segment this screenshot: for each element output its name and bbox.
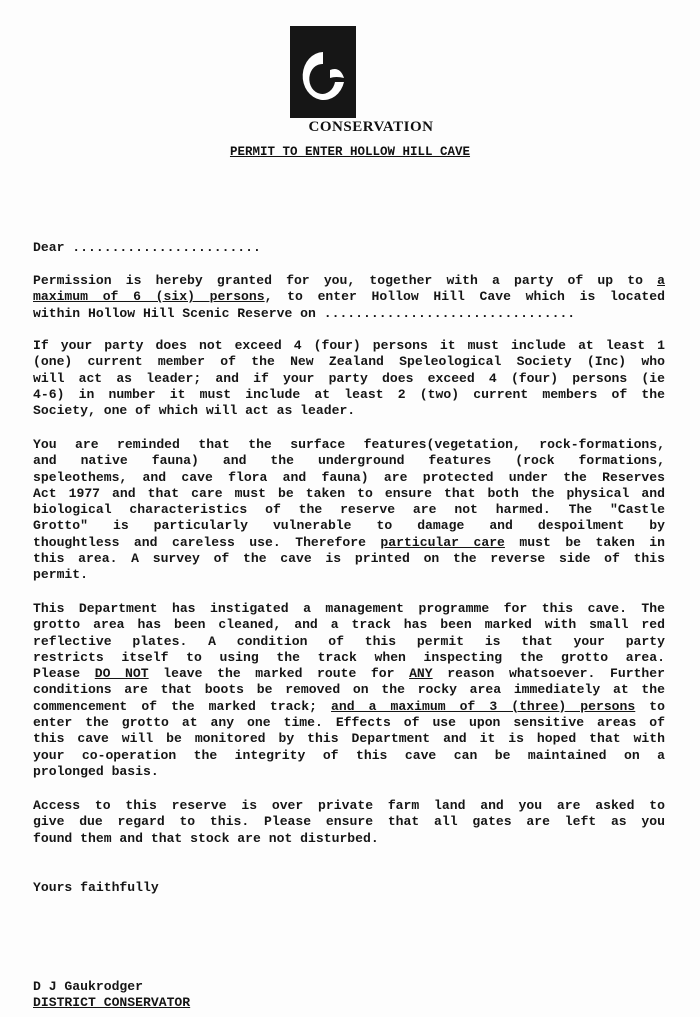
paragraph-protection <box>33 437 665 584</box>
document-title: PERMIT TO ENTER HOLLOW HILL CAVE <box>229 145 471 159</box>
paragraph-permission <box>33 273 665 322</box>
paragraph-line: biological characteristics of the reserve are not harmed. The "Castle <box>33 502 665 518</box>
paragraph-line: give due regard to this. Please ensure that all gates are left as you <box>33 814 665 830</box>
paragraph-line: 4-6) in number it must include at least 2 (two) current members of the <box>33 386 665 402</box>
paragraph-line: Please DO NOT leave the marked route for ANY reason whatsoever. Further <box>33 666 665 682</box>
paragraph-line: found them and that stock are not disturbed. <box>33 830 379 846</box>
signatory-name: D J Gaukrodger <box>33 979 144 994</box>
paragraph-line: (one) current member of the New Zealand Speleological Society (Inc) who <box>33 354 665 370</box>
paragraph-line: If your party does not exceed 4 (four) persons it must include at least 1 <box>33 338 665 353</box>
paragraph-line: and native fauna) and the underground features (rock formations, <box>33 453 665 469</box>
paragraph-party-size <box>33 338 665 419</box>
paragraph-line: permit. <box>33 567 89 583</box>
closing: Yours faithfully <box>33 880 159 895</box>
paragraph-line: within Hollow Hill Scenic Reserve on ................................ <box>33 305 576 321</box>
paragraph-line: enter the grotto at any one time. Effects of use upon sensitive areas of <box>33 715 665 731</box>
signatory-role: DISTRICT CONSERVATOR <box>33 995 191 1011</box>
paragraph-line: grotto area has been cleaned, and a track has been marked with small red <box>33 617 665 633</box>
paragraph-line: reflective plates. A condition of this permit is that your party <box>33 633 665 649</box>
paragraph-line: this area. A survey of the cave is printed on the reverse side of this <box>33 551 665 567</box>
paragraph-line: You are reminded that the surface features(vegetation, rock-formations, <box>33 437 665 452</box>
paragraph-line: this cave will be monitored by this Department and it is hoped that with <box>33 731 665 747</box>
paragraph-line: will act as leader; and if your party does exceed 4 (four) persons (ie <box>33 370 665 386</box>
salutation: Dear ........................ <box>33 240 261 255</box>
paragraph-line: Society, one of which will act as leader. <box>33 403 356 419</box>
paragraph-line: restricts itself to using the track when inspecting the grotto area. <box>33 649 665 665</box>
paragraph-line: Grotto" is particularly vulnerable to damage and despoilment by <box>33 518 665 534</box>
paragraph-line: maximum of 6 (six) persons, to enter Hollow Hill Cave which is located <box>33 289 666 305</box>
paragraph-line: commencement of the marked track; and a maximum of 3 (three) persons to <box>33 698 666 714</box>
paragraph-access <box>33 798 665 847</box>
doc-swirl-logo-icon <box>290 26 356 118</box>
paragraph-line: your co-operation the integrity of this cave can be maintained on a <box>33 747 665 763</box>
paragraph-line: Act 1977 and that care must be taken to ensure that both the physical and <box>33 485 665 501</box>
paragraph-line: This Department has instigated a management programme for this cave. The <box>33 601 665 616</box>
signatory <box>33 979 665 1012</box>
paragraph-line: conditions are that boots be removed on the rocky area immediately at the <box>33 682 665 698</box>
organisation-name: CONSERVATION <box>308 119 434 135</box>
paragraph-line: Access to this reserve is over private farm land and you are asked to <box>33 798 665 813</box>
paragraph-line: prolonged basis. <box>33 763 159 779</box>
paragraph-management <box>33 601 665 780</box>
paragraph-line: thoughtless and careless use. Therefore particular care must be taken in <box>33 534 665 550</box>
paragraph-line: speleothems, and cave flora and fauna) are protected under the Reserves <box>33 469 665 485</box>
paragraph-line: Permission is hereby granted for you, together with a party of up to a <box>33 273 665 288</box>
